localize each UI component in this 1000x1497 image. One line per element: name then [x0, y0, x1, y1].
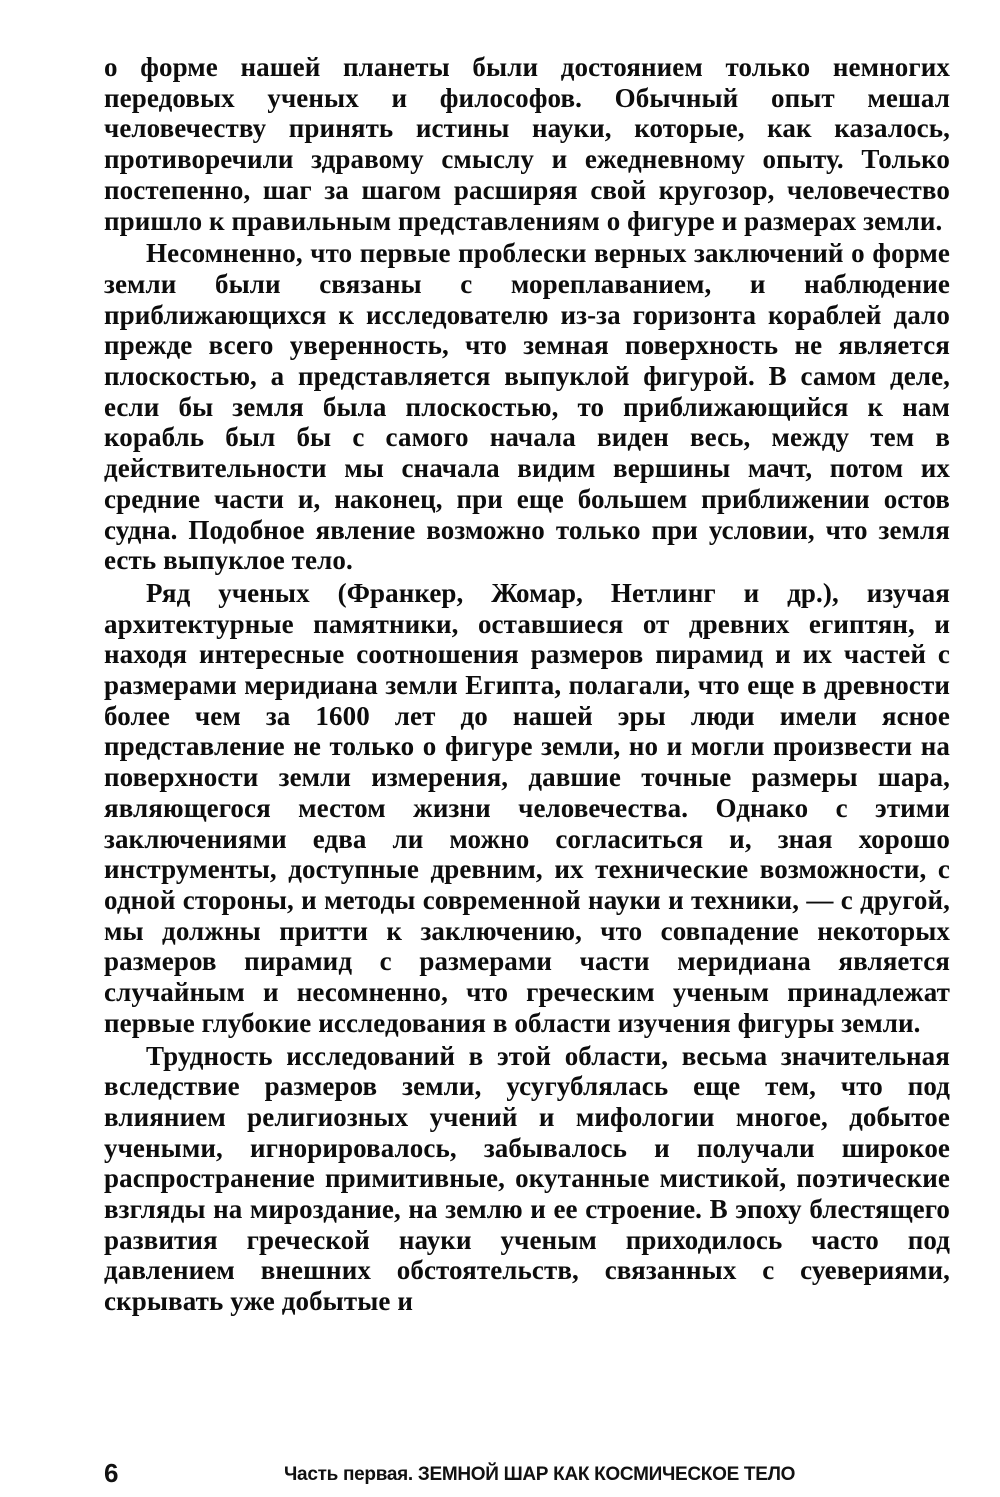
running-head: Часть первая. ЗЕМНОЙ ШАР КАК КОСМИЧЕСКОЕ ТЕЛО	[284, 1464, 796, 1485]
paragraph: Трудность исследований в этой области, весьма значительная вследствие размеров земли, усугублялась еще тем, что под влиянием религиозных учений и мифологии многое, добытое учеными, игнорировалось, забывалось и получали широкое распространение примитивные, окутанные мистикой, поэтические взгляды на мироздание, на землю и ее строение. В эпоху блестящего развития греческой науки ученым приходилось часто под давлением внешних обстоятельств, связанных с суевериями, скрывать уже добытые и	[104, 1040, 950, 1317]
page-number: 6	[104, 1458, 119, 1488]
body-text	[104, 52, 950, 1317]
page-footer	[104, 1458, 950, 1494]
paragraph: Несомненно, что первые проблески верных заключений о форме земли были связаны с мореплаванием, и наблюдение приближающихся к исследователю из-за горизонта кораблей дало прежде всего уверенность, что земная поверхность не является плоскостью, а представляется выпуклой фигурой. В самом деле, если бы земля была плоскостью, то приближающийся к нам корабль был бы с самого начала виден весь, между тем в действительности мы сначала видим вершины мачт, потом их средние части и, наконец, при еще большем приближении остов судна. Подобное явление возможно только при условии, что земля есть выпуклое тело.	[104, 238, 950, 576]
paragraph: Ряд ученых (Франкер, Жомар, Нетлинг и др.), изучая архитектурные памятники, оставшиеся от древних египтян, и находя интересные соотношения размеров пирамид и их частей с размерами меридиана земли Египта, полагали, что еще в древности более чем за 1600 лет до нашей эры люди имели ясное представление не только о фигуре земли, но и могли произвести на поверхности земли измерения, давшие точные размеры шара, являющегося местом жизни человечества. Однако с этими заключениями едва ли можно согласиться и, зная хорошо инструменты, доступные древним, их технические возможности, с одной стороны, и методы современной науки и техники, — с другой, мы должны притти к заключению, что совпадение некоторых размеров пирамид с размерами части меридиана является случайным и несомненно, что греческим ученым принадлежат первые глубокие исследования в области изучения фигуры земли.	[104, 577, 950, 1038]
paragraph-continuation: о форме нашей планеты были достоянием только немногих передовых ученых и философов. Обычный опыт мешал человечеству принять истины науки, которые, как казалось, противоречили здравому смыслу и ежедневному опыту. Только постепенно, шаг за шагом расширяя свой кругозор, человечество пришло к правильным представлениям о фигуре и размерах земли.	[104, 52, 950, 236]
